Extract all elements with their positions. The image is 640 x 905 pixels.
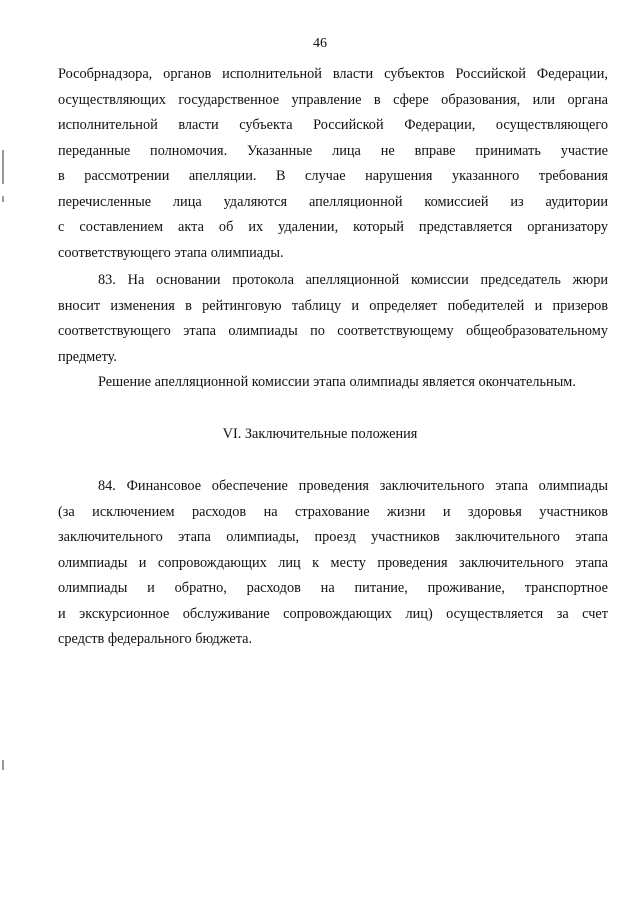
text-line: соответствующего этапа олимпиады по соответствующему общеобразовательному bbox=[58, 323, 608, 339]
paragraph-84 bbox=[58, 474, 608, 653]
text-line: 84. Финансовое обеспечение проведения заключительного этапа олимпиады bbox=[98, 478, 608, 494]
paragraph-83 bbox=[58, 268, 608, 396]
text-line: соответствующего этапа олимпиады. bbox=[58, 244, 284, 261]
text-line: олимпиады и обратно, расходов на питание, проживание, транспортное bbox=[58, 580, 608, 596]
text-line: 83. На основании протокола апелляционной комиссии председатель жюри bbox=[98, 272, 608, 288]
text-line: и экскурсионное обслуживание сопровождающих лиц) осуществляется за счет bbox=[58, 605, 608, 622]
text-line: средств федерального бюджета. bbox=[58, 631, 253, 647]
text-line: исполнительной власти субъекта Российской Федерации, осуществляющего bbox=[58, 117, 608, 133]
text-line: заключительного этапа олимпиады, проезд участников заключительного этапа bbox=[58, 529, 608, 545]
text-line: (за исключением расходов на страхование жизни и здоровья участников bbox=[58, 503, 608, 520]
section-heading: VI. Заключительные положения bbox=[222, 426, 418, 442]
text-line: переданные полномочия. Указанные лица не вправе принимать участие bbox=[58, 142, 608, 159]
scan-edge-mark bbox=[2, 196, 4, 202]
text-line: с составлением акта об их удалении, который представляется организатору bbox=[58, 219, 608, 235]
text-line: осуществляющих государственное управление в сфере образования, или органа bbox=[58, 91, 608, 108]
text-line: Рособрнадзора, органов исполнительной власти субъектов Российской Федерации, bbox=[58, 66, 608, 82]
text-line: олимпиады и сопровождающих лиц к месту проведения заключительного этапа bbox=[58, 554, 608, 571]
text-line: вносит изменения в рейтинговую таблицу и определяет победителей и призеров bbox=[58, 297, 608, 314]
text-line: предмету. bbox=[58, 348, 117, 365]
text-line: перечисленные лица удаляются апелляционной комиссией из аудитории bbox=[58, 193, 608, 210]
text-line: Решение апелляционной комиссии этапа олимпиады является окончательным. bbox=[98, 374, 576, 390]
scan-edge-mark bbox=[2, 150, 4, 184]
page-number: 46 bbox=[313, 36, 327, 51]
text-line: в рассмотрении апелляции. В случае нарушения указанного требования bbox=[58, 168, 608, 184]
scan-edge-mark bbox=[2, 760, 4, 770]
paragraph-82-continuation bbox=[58, 62, 608, 266]
